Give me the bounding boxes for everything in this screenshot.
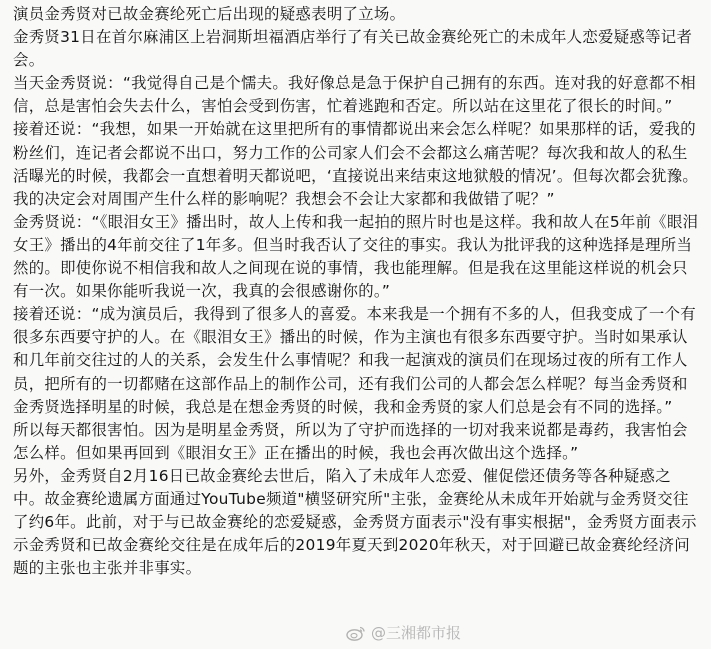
paragraph-background: 另外，金秀贤自2月16日已故金赛纶去世后，陷入了未成年人恋爱、催促偿还债务等各种疑惑之中。故金赛纶遗属方面通过YouTube频道"横竖研究所"主张，金赛纶从未成年开始就与金秀贤交往了约6年。此前，对于与已故金赛纶的恋爱疑惑，金秀贤方面表示"没有事实根据"，金秀贤方面表示示金秀贤和已故金赛纶交往是在成年后的2019年夏天到2020年秋天，对于回避已故金赛纶经济问题的主张也主张并非事实。 bbox=[13, 466, 697, 578]
paragraph-quote-fear: 所以每天都很害怕。因为是明星金秀贤，所以为了守护而选择的一切对我来说都是毒药，我害怕会怎么样。但如果再回到《眼泪女王》正在播出的时候，我也会再次做出这个选择。” bbox=[13, 420, 688, 462]
paragraph-headline: 演员金秀贤对已故金赛纶死亡后出现的疑惑表明了立场。 bbox=[13, 5, 406, 23]
weibo-logo-icon bbox=[346, 625, 366, 641]
paragraph-quote-tears-queen: 金秀贤说：“《眼泪女王》播出时，故人上传和我一起拍的照片时也是这样。我和故人在5年前《眼泪女王》播出的4年前交往了1年多。但当时我否认了交往的事实。我认为批评我的这种选择是理所当然的。即使你说不相信我和故人之间现在说的事情，我也能理解。但是我在这里能这样说的机会只有一次。如果你能听我说一次，我真的会很感谢你的。” bbox=[13, 212, 699, 301]
source-watermark bbox=[346, 622, 461, 643]
paragraph-quote-actor: 接着还说：“成为演员后，我得到了很多人的喜爱。本来我是一个拥有不多的人，但我变成了一个有很多东西要守护的人。在《眼泪女王》播出的时候，作为主演也有很多东西要守护。当时如果承认和几年前交往过的人的关系，会发生什么事情呢？和我一起演戏的演员们在现场过夜的所有工作人员，把所有的一切都赌在这部作品上的制作公司，还有我们公司的人都会怎么样呢？每当金秀贤和金秀贤选择明星的时候，我总是在想金秀贤的时候，我和金秀贤的家人们总是会有不同的选择。” bbox=[13, 305, 696, 416]
paragraph-quote-coward: 当天金秀贤说：“我觉得自己是个懦夫。我好像总是急于保护自己拥有的东西。连对我的好意都不相信，总是害怕会失去什么，害怕会受到伤害，忙着逃跑和否定。所以站在这里花了很长的时间。” bbox=[13, 74, 696, 116]
watermark-text: @三湘都市报 bbox=[370, 624, 461, 642]
paragraph-quote-hesitation: 接着还说：“我想，如果一开始就在这里把所有的事情都说出来会怎么样呢？如果那样的话，爱我的粉丝们，连记者会都说不出口，努力工作的公司家人们会不会都这么痛苦呢？每次我和故人的私生活曝光的时候，我都会一直想着明天都说吧，‘直接说出来结束这地狱般的情况’。但每次都会犹豫。我的决定会对周围产生什么样的影响呢？我想会不会让大家都和我做错了呢？” bbox=[13, 120, 699, 208]
paragraph-press-conference: 金秀贤31日在首尔麻浦区上岩洞斯坦福酒店举行了有关已故金赛纶死亡的未成年人恋爱疑惑等记者会。 bbox=[13, 28, 693, 70]
article-body bbox=[13, 3, 701, 580]
